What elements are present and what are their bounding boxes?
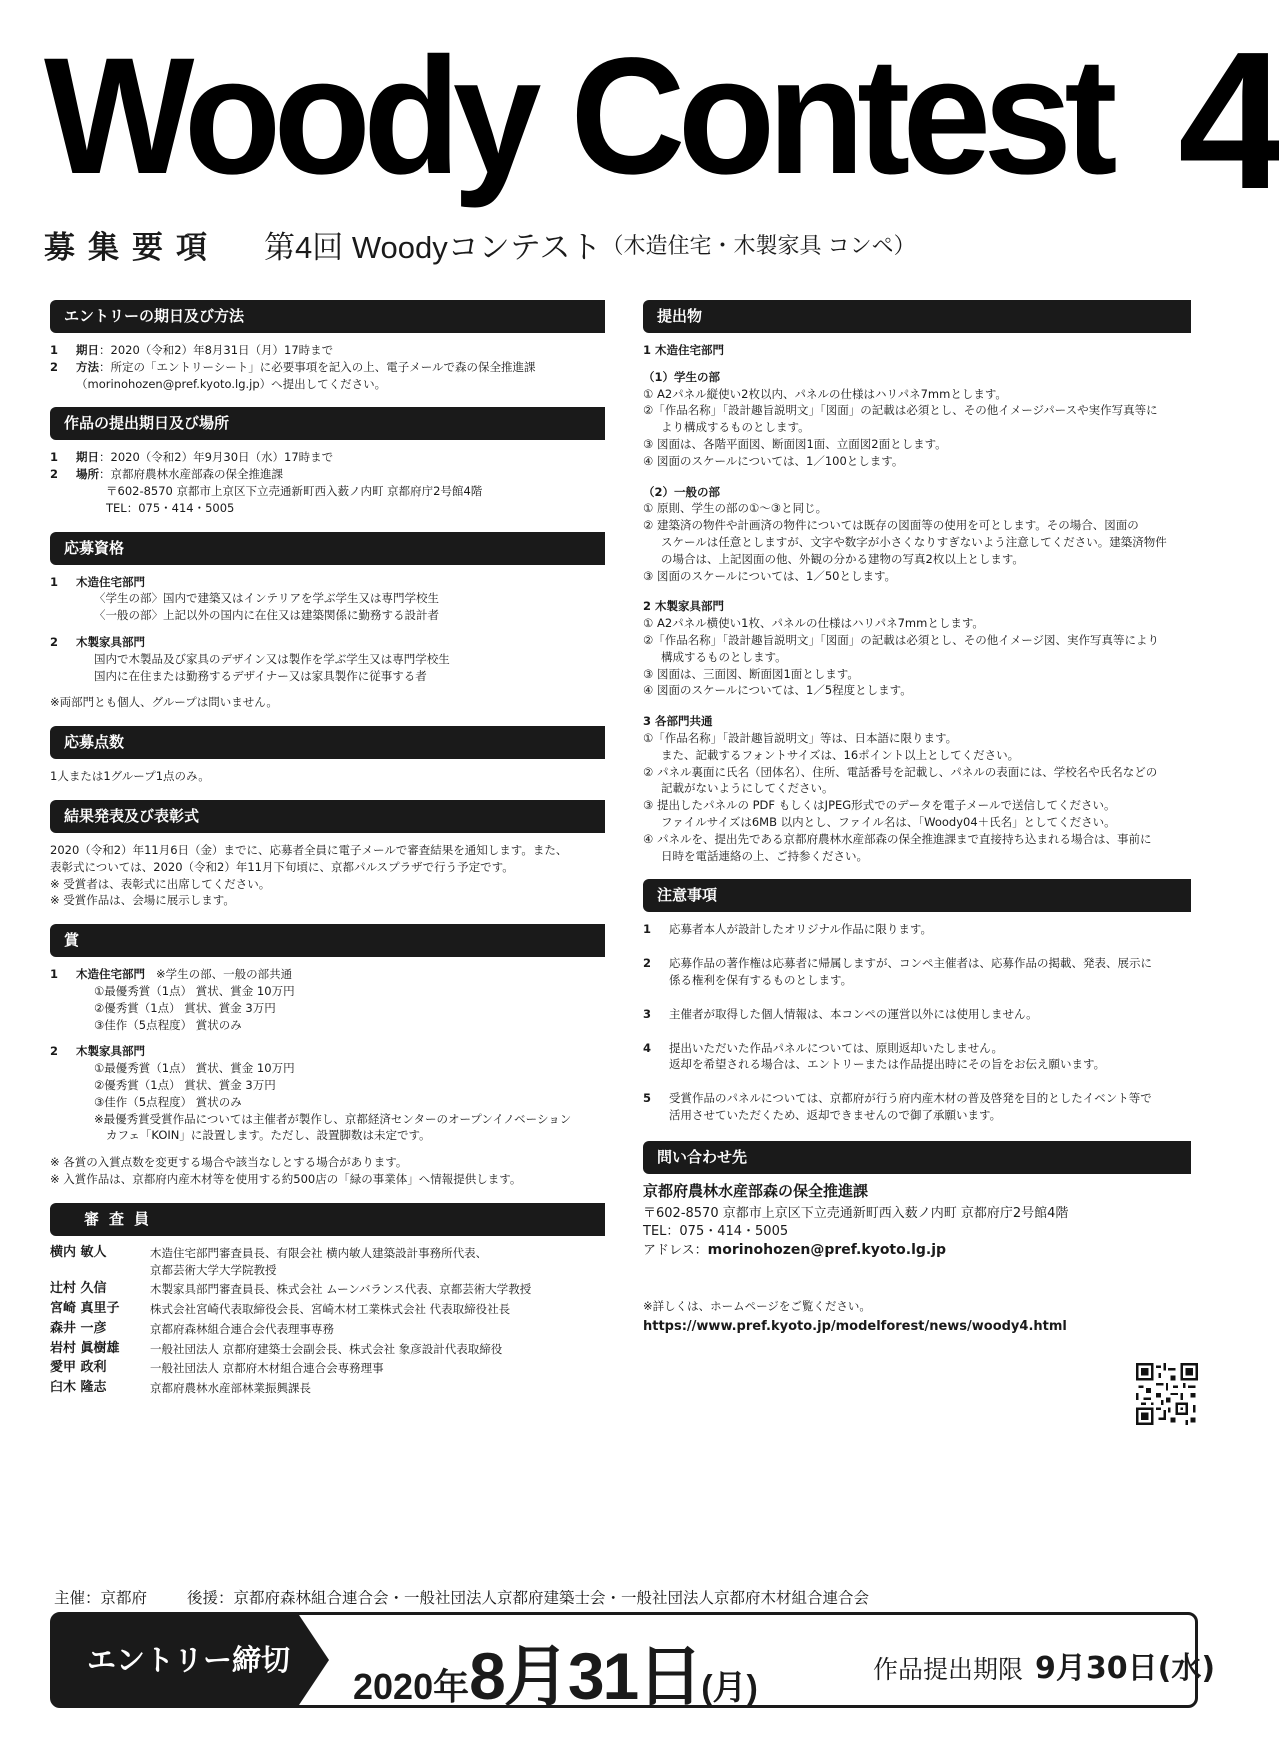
list-item: 1 期日：2020（令和2）年9月30日（水）17時まで [50, 450, 334, 465]
list-item: 5 受賞作品のパネルについては、京都府が行う府内産木材の普及啓発を目的としたイベント等で 活用させていただくため、返却できませんので御了承願います。 [643, 1091, 1152, 1122]
submission-period-header: 作品の提出期日及び場所 [50, 407, 605, 440]
entry-email-line: （morinohozen@pref.kyoto.lg.jp）へ提出してください。 [76, 376, 387, 391]
count-header: 応募点数 [50, 726, 605, 759]
subtitle-paren: （木造住宅・木製家具 コンペ） [601, 233, 916, 258]
list-item: 4 提出いただいた作品パネルについては、原則返却いたしません。 返却を希望される場合は、エントリーまたは作品提出時にその旨をお伝え願います。 [643, 1040, 1106, 1072]
student-title: （1）学生の部 [643, 369, 721, 384]
footer-sponsor [54, 1586, 869, 1608]
deadline-label: エントリー締切 [53, 1615, 299, 1705]
title-woody-contest: Woody Contest [44, 24, 1110, 209]
list-item: 2 方法：所定の「エントリーシート」に必要事項を記入の上、電子メールで森の保全推進課 （morinohozen@pref.kyoto.lg.jp）へ提出してください。 [50, 359, 536, 391]
prizes-section: 賞 1 木造住宅部門 ※学生の部、一般の部共通 ①最優秀賞（1点） 賞状、賞金 10万円 ②優秀賞（1点） 賞状、賞金 3万円 ③佳作（5点程度） 賞状のみ 2 木製家具部門 ①最優秀賞（1点） 賞状、賞金 10万円 ②優秀賞（1点） 賞状、賞金 3万円 ③佳作（5点程度） 賞状のみ ※最優秀賞受賞作品については主催者が製作し、京都経済センターのオープンイノベーション カフェ「KOIN」に設置します。ただし、設置脚数は未定です。 ※ 各賞の入賞点数を変更する場合や該当なしとする場合があります。 ※ 入賞作品は、京都府内産木材等を使用する約500店の「緑の事業体」へ情報提供します。 [50, 924, 605, 1188]
count-section [50, 726, 605, 785]
prizes-header: 賞 [50, 924, 605, 957]
list-item: 2 場所：京都府農林水産部森の保全推進課 〒602-8570 京都市上京区下立売通新町西入薮ノ内町 京都府庁2号館4階 TEL：075・414・5005 [50, 467, 483, 515]
contact-header: 問い合わせ先 [643, 1141, 1191, 1174]
common-title: 3 各部門共通 [643, 714, 713, 729]
list-item: 2 木製家具部門 国内で木製品及び家具のデザイン又は製作を学ぶ学生又は専門学校生 国内に在住または勤務するデザイナー又は家具製作に従事する者 [50, 634, 450, 683]
jury-member: 岩村 眞樹雄 一般社団法人 京都府建築士会副会長、株式会社 象彦設計代表取締役 [50, 1340, 503, 1356]
left-column [50, 300, 605, 1412]
eligibility-header: 応募資格 [50, 532, 605, 565]
contact-address: 〒602-8570 京都市上京区下立売通新町西入薮ノ内町 京都府庁2号館4階 [643, 1206, 1069, 1222]
main-title [44, 11, 1279, 230]
results-header: 結果発表及び表彰式 [50, 800, 605, 833]
jury-member: 横内 敏人 木造住宅部門審査員長、有限会社 横内敏人建築設計事務所代表、 京都芸術大学大学院教授 [50, 1244, 488, 1277]
organizer: 主催：京都府 [54, 1589, 148, 1607]
supporters: 後援：京都府森林組合連合会・一般社団法人京都府建築士会・一般社団法人京都府木材組合連合会 [187, 1589, 870, 1607]
qr-code-image[interactable] [1136, 1363, 1198, 1425]
subtitle-boshu: 募集要項 [44, 230, 220, 266]
results-section: 結果発表及び表彰式 2020（令和2）年11月6日（金）までに、応募者全員に電子メールで審査結果を通知します。また、 表彰式については、2020（令和2）年11月下旬頃に、京都パルスプラザで行う予定です。 ※ 受賞者は、表彰式に出席してください。 ※ 受賞作品は、会場に展示します。 [50, 800, 605, 909]
jury-member: 森井 一彦 京都府森林組合連合会代表理事専務 [50, 1320, 334, 1336]
jury-member: 臼木 隆志 京都府農林水産部林業振興課長 [50, 1380, 311, 1396]
subtitle [44, 222, 916, 266]
jury-member: 愛甲 政利 一般社団法人 京都府木材組合連合会専務理事 [50, 1360, 384, 1376]
web-note: ※詳しくは、ホームページをご覧ください。 [643, 1299, 871, 1314]
eligibility-section [50, 532, 605, 712]
deadline-date: 2020年8月31日(月) [353, 1639, 758, 1713]
entry-section [50, 300, 605, 392]
subtitle-main: 第4回 Woodyコンテスト [264, 230, 602, 265]
dept1-title: 1 木造住宅部門 [643, 343, 725, 357]
jury-section [50, 1203, 605, 1397]
right-column [643, 300, 1191, 1351]
submission-period-section [50, 407, 605, 516]
list-item: 1 木造住宅部門 ※学生の部、一般の部共通 ①最優秀賞（1点） 賞状、賞金 10万円 ②優秀賞（1点） 賞状、賞金 3万円 ③佳作（5点程度） 賞状のみ [50, 967, 295, 1032]
deliverables-section: 提出物 1 木造住宅部門 （1）学生の部 ① A2パネル縦使い2枚以内、パネルの仕様はハリパネ7mmとします。 ②「作品名称」「設計趣旨説明文」「図面」の記載は必須とし、その他イメージパースや実作写真等に より構成するものとします。 ③ 図面は、各階平面図、断面図1面、立面図2面とします。 ④ 図面のスケールについては、1／100とします。 （2）一般の部 ① 原則、学生の部の①～③と同じ。 ② 建築済の物件や計画済の物件については既存の図面等の使用を可とします。その場合、図面の スケールは任意としますが、文字や数字が小さくなりすぎないよう注意してください。建築済物件 の場合は、上記図面の他、外観の分かる建物の写真2枚以上とします。 ③ 図面のスケールについては、1／50とします。 2 木製家具部門 ① A2パネル横使い1枚、パネルの仕様はハリパネ7mmとします。 ②「作品名称」「設計趣旨説明文」「図面」の記載は必須とし、その他イメージ図、実作写真等により 構成するものとします。 ③ 図面は、三面図、断面図1面とします。 ④ 図面のスケールについては、1／5程度とします。 3 各部門共通 ①「作品名称」「設計趣旨説明文」等は、日本語に限ります。 また、記載するフォントサイズは、16ポイント以上としてください。 ② パネル裏面に氏名（団体名）、住所、電話番号を記載し、パネルの表面には、学校名や氏名などの 記載がないようにしてください。 ③ 提出したパネルの PDF もしくはJPEG形式でのデータを電子メールで送信してください。 ファイルサイズは6MB 以内とし、ファイル名は、「Woody04＋氏名」としてください。 ④ パネルを、提出先である京都府農林水産部森の保全推進課まで直接持ち込まれる場合は、事前に 日時を電話連絡の上、ご持参ください。 [643, 300, 1191, 864]
list-item: 2 応募作品の著作権は応募者に帰属しますが、コンペ主催者は、応募作品の掲載、発表、展示に 係る権利を保有するものとします。 [643, 956, 1152, 987]
eligibility-note: ※両部門とも個人、グループは問いません。 [50, 695, 278, 710]
contact-tel: TEL：075・414・5005 [643, 1224, 789, 1240]
list-item: 3 主催者が取得した個人情報は、本コンペの運営以外には使用しません。 [643, 1006, 1038, 1021]
list-item: 1 応募者本人が設計したオリジナル作品に限ります。 [643, 922, 933, 937]
homepage-url-link[interactable]: https://www.pref.kyoto.jp/modelforest/news/woody4.html [643, 1319, 1067, 1335]
notes-header: 注意事項 [643, 879, 1191, 912]
submission-deadline: 作品提出期限 9月30日(水) [873, 1651, 1216, 1686]
jury-member: 宮崎 真里子 株式会社宮崎代表取締役会長、宮崎木材工業株式会社 代表取締役社長 [50, 1301, 511, 1317]
list-item: 2 木製家具部門 ①最優秀賞（1点） 賞状、賞金 10万円 ②優秀賞（1点） 賞状、賞金 3万円 ③佳作（5点程度） 賞状のみ ※最優秀賞受賞作品については主催者が製作し、京都経済センターのオープンイノベーション カフェ「KOIN」に設置します。ただし、設置脚数は未定です。 [50, 1044, 572, 1143]
general-title: （2）一般の部 [643, 484, 721, 499]
count-text: 1人または1グループ1点のみ。 [50, 769, 210, 784]
title-number: 4 [1178, 11, 1279, 230]
entry-header: エントリーの期日及び方法 [50, 300, 605, 333]
list-item: 1 木造住宅部門 〈学生の部〉国内で建築又はインテリアを学ぶ学生又は専門学校生 〈一般の部〉上記以外の国内に在住又は建築関係に勤務する設計者 [50, 574, 439, 623]
deliverables-header: 提出物 [643, 300, 1191, 333]
contact-section: 問い合わせ先 京都府農林水産部森の保全推進課 〒602-8570 京都市上京区下立売通新町西入薮ノ内町 京都府庁2号館4階 TEL：075・414・5005 アドレス：morinohozen@pref.kyoto.lg.jp ※詳しくは、ホームページをご覧ください。 https://www.pref.kyoto.jp/modelforest/news/woody4.html [643, 1141, 1191, 1336]
contact-email-link[interactable]: morinohozen@pref.kyoto.lg.jp [707, 1242, 947, 1259]
contact-name: 京都府農林水産部森の保全推進課 [643, 1181, 869, 1200]
notes-section [643, 879, 1191, 1123]
dept2-title: 2 木製家具部門 [643, 599, 725, 614]
jury-header: 審査員 [50, 1203, 605, 1236]
deadline-bar [50, 1612, 1216, 1713]
jury-member: 辻村 久信 木製家具部門審査員長、株式会社 ムーンバランス代表、京都芸術大学教授 [50, 1281, 532, 1297]
list-item: 1 期日：2020（令和2）年8月31日（月）17時まで [50, 343, 334, 357]
